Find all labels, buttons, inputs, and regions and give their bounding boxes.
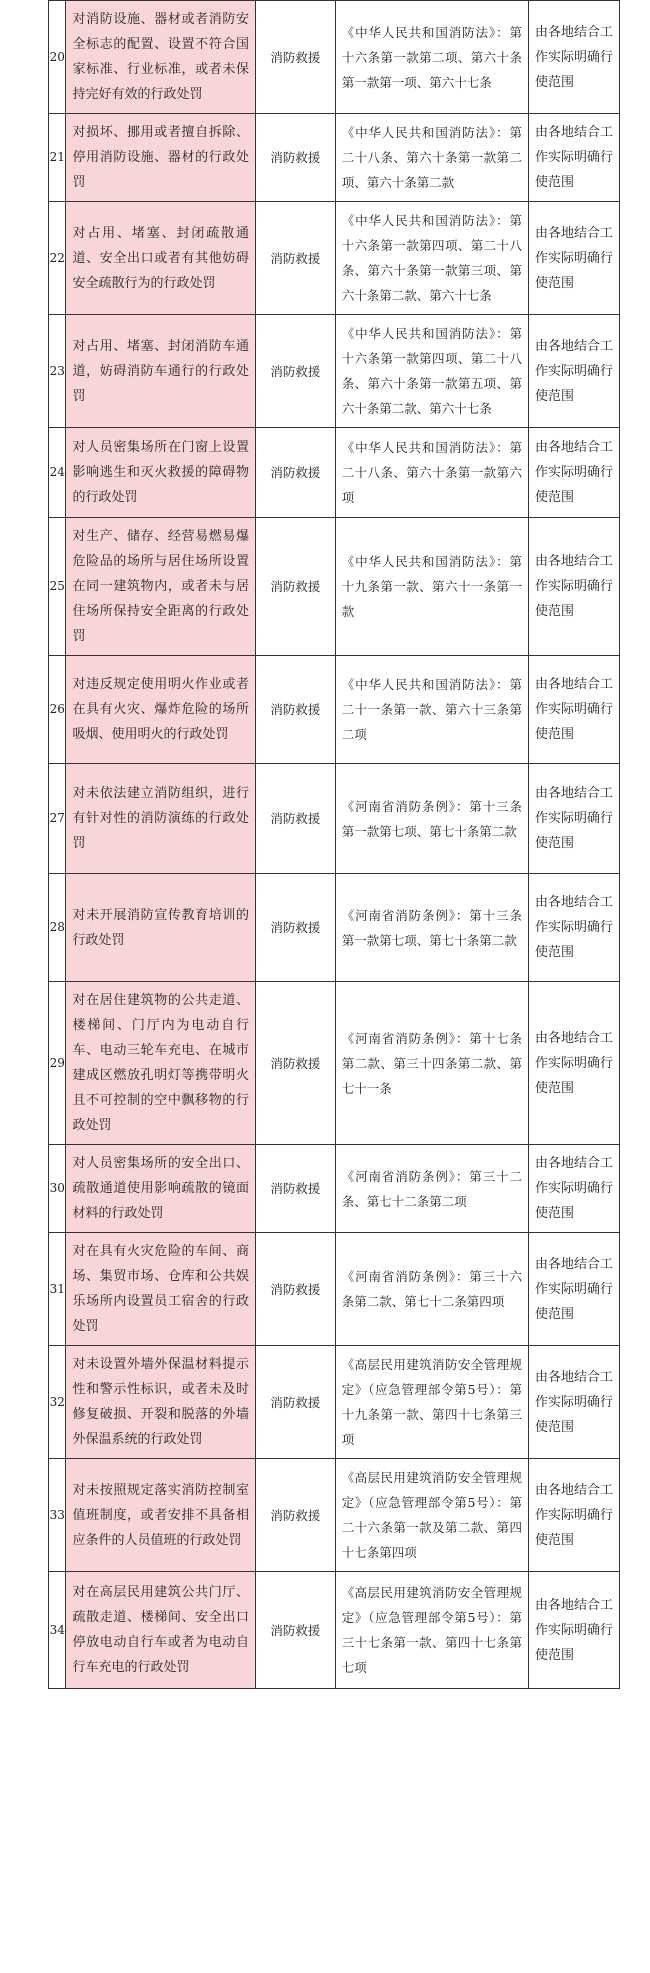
row-number: 22 <box>49 202 66 315</box>
table-row <box>49 114 620 202</box>
row-item: 对未依法建立消防组织，进行有针对性的消防演练的行政处罚 <box>66 764 256 874</box>
row-legal-basis: 《河南省消防条例》：第三十六条第二款、第七十二条第四项 <box>335 1233 528 1346</box>
row-department: 消防救援 <box>255 874 335 982</box>
row-legal-basis: 《河南省消防条例》：第十七条第二款、第三十四条第二款、第七十一条 <box>335 982 528 1145</box>
row-scope: 由各地结合工作实际明确行使范围 <box>528 1572 619 1689</box>
row-scope: 由各地结合工作实际明确行使范围 <box>528 1 619 114</box>
row-number: 32 <box>49 1346 66 1459</box>
row-legal-basis: 《中华人民共和国消防法》：第十六条第一款第二项、第六十条第一款第一项、第六十七条 <box>335 1 528 114</box>
row-legal-basis: 《高层民用建筑消防安全管理规定》（应急管理部令第5号）：第二十六条第一款及第二款、第四十七条第四项 <box>335 1459 528 1572</box>
row-department: 消防救援 <box>255 518 335 656</box>
table-row <box>49 428 620 518</box>
row-department: 消防救援 <box>255 428 335 518</box>
row-number: 21 <box>49 114 66 202</box>
row-item: 对人员密集场所的安全出口、疏散通道使用影响疏散的镜面材料的行政处罚 <box>66 1145 256 1233</box>
row-department: 消防救援 <box>255 982 335 1145</box>
row-legal-basis: 《河南省消防条例》：第十三条第一款第七项、第七十条第二款 <box>335 874 528 982</box>
table-row <box>49 1233 620 1346</box>
row-number: 28 <box>49 874 66 982</box>
row-legal-basis: 《河南省消防条例》：第三十二条、第七十二条第二项 <box>335 1145 528 1233</box>
table-row <box>49 1459 620 1572</box>
table-row <box>49 1145 620 1233</box>
row-scope: 由各地结合工作实际明确行使范围 <box>528 656 619 764</box>
row-number: 33 <box>49 1459 66 1572</box>
row-legal-basis: 《中华人民共和国消防法》：第十六条第一款第四项、第二十八条、第六十条第一款第五项、第六十条第二款、第六十七条 <box>335 315 528 428</box>
row-item: 对在具有火灾危险的车间、商场、集贸市场、仓库和公共娱乐场所内设置员工宿舍的行政处罚 <box>66 1233 256 1346</box>
table-row <box>49 1572 620 1689</box>
row-scope: 由各地结合工作实际明确行使范围 <box>528 1346 619 1459</box>
row-item: 对未开展消防宣传教育培训的行政处罚 <box>66 874 256 982</box>
row-legal-basis: 《中华人民共和国消防法》：第二十一条第一款、第六十三条第二项 <box>335 656 528 764</box>
table-row <box>49 656 620 764</box>
row-legal-basis: 《高层民用建筑消防安全管理规定》（应急管理部令第5号）：第十九条第一款、第四十七条第三项 <box>335 1346 528 1459</box>
row-number: 31 <box>49 1233 66 1346</box>
row-number: 34 <box>49 1572 66 1689</box>
table-row <box>49 874 620 982</box>
row-number: 25 <box>49 518 66 656</box>
table-row <box>49 1 620 114</box>
row-department: 消防救援 <box>255 114 335 202</box>
row-scope: 由各地结合工作实际明确行使范围 <box>528 315 619 428</box>
row-department: 消防救援 <box>255 315 335 428</box>
penalty-table <box>48 0 620 1689</box>
row-legal-basis: 《中华人民共和国消防法》：第十六条第一款第四项、第二十八条、第六十条第一款第三项、第六十条第二款、第六十七条 <box>335 202 528 315</box>
row-item: 对占用、堵塞、封闭疏散通道、安全出口或者有其他妨碍安全疏散行为的行政处罚 <box>66 202 256 315</box>
row-item: 对未按照规定落实消防控制室值班制度，或者安排不具备相应条件的人员值班的行政处罚 <box>66 1459 256 1572</box>
table-row <box>49 982 620 1145</box>
row-number: 30 <box>49 1145 66 1233</box>
row-item: 对违反规定使用明火作业或者在具有火灾、爆炸危险的场所吸烟、使用明火的行政处罚 <box>66 656 256 764</box>
table-row <box>49 518 620 656</box>
row-number: 27 <box>49 764 66 874</box>
row-scope: 由各地结合工作实际明确行使范围 <box>528 764 619 874</box>
table-row <box>49 1346 620 1459</box>
row-department: 消防救援 <box>255 1346 335 1459</box>
table-body <box>49 1 620 1689</box>
row-department: 消防救援 <box>255 656 335 764</box>
row-department: 消防救援 <box>255 1145 335 1233</box>
row-item: 对人员密集场所在门窗上设置影响逃生和灭火救援的障碍物的行政处罚 <box>66 428 256 518</box>
row-item: 对在居住建筑物的公共走道、楼梯间、门厅内为电动自行车、电动三轮车充电、在城市建成区燃放孔明灯等携带明火且不可控制的空中飘移物的行政处罚 <box>66 982 256 1145</box>
table-row <box>49 315 620 428</box>
row-scope: 由各地结合工作实际明确行使范围 <box>528 1233 619 1346</box>
row-scope: 由各地结合工作实际明确行使范围 <box>528 428 619 518</box>
row-legal-basis: 《中华人民共和国消防法》：第二十八条、第六十条第一款第二项、第六十条第二款 <box>335 114 528 202</box>
row-item: 对消防设施、器材或者消防安全标志的配置、设置不符合国家标准、行业标准，或者未保持完好有效的行政处罚 <box>66 1 256 114</box>
row-department: 消防救援 <box>255 1459 335 1572</box>
row-scope: 由各地结合工作实际明确行使范围 <box>528 1145 619 1233</box>
row-scope: 由各地结合工作实际明确行使范围 <box>528 982 619 1145</box>
table-row <box>49 202 620 315</box>
row-number: 20 <box>49 1 66 114</box>
row-item: 对损坏、挪用或者擅自拆除、停用消防设施、器材的行政处罚 <box>66 114 256 202</box>
row-department: 消防救援 <box>255 1572 335 1689</box>
row-department: 消防救援 <box>255 1233 335 1346</box>
row-department: 消防救援 <box>255 764 335 874</box>
row-number: 29 <box>49 982 66 1145</box>
row-legal-basis: 《高层民用建筑消防安全管理规定》（应急管理部令第5号）：第三十七条第一款、第四十七条第七项 <box>335 1572 528 1689</box>
row-department: 消防救援 <box>255 1 335 114</box>
row-scope: 由各地结合工作实际明确行使范围 <box>528 202 619 315</box>
table-row <box>49 764 620 874</box>
row-item: 对生产、储存、经营易燃易爆危险品的场所与居住场所设置在同一建筑物内，或者未与居住场所保持安全距离的行政处罚 <box>66 518 256 656</box>
row-scope: 由各地结合工作实际明确行使范围 <box>528 874 619 982</box>
row-item: 对占用、堵塞、封闭消防车通道，妨碍消防车通行的行政处罚 <box>66 315 256 428</box>
row-legal-basis: 《中华人民共和国消防法》：第十九条第一款、第六十一条第一款 <box>335 518 528 656</box>
row-scope: 由各地结合工作实际明确行使范围 <box>528 518 619 656</box>
row-legal-basis: 《河南省消防条例》：第十三条第一款第七项、第七十条第二款 <box>335 764 528 874</box>
row-department: 消防救援 <box>255 202 335 315</box>
row-scope: 由各地结合工作实际明确行使范围 <box>528 1459 619 1572</box>
row-item: 对未设置外墙外保温材料提示性和警示性标识，或者未及时修复破损、开裂和脱落的外墙外保温系统的行政处罚 <box>66 1346 256 1459</box>
row-number: 24 <box>49 428 66 518</box>
row-number: 26 <box>49 656 66 764</box>
row-scope: 由各地结合工作实际明确行使范围 <box>528 114 619 202</box>
row-item: 对在高层民用建筑公共门厅、疏散走道、楼梯间、安全出口停放电动自行车或者为电动自行车充电的行政处罚 <box>66 1572 256 1689</box>
row-number: 23 <box>49 315 66 428</box>
row-legal-basis: 《中华人民共和国消防法》：第二十八条、第六十条第一款第六项 <box>335 428 528 518</box>
